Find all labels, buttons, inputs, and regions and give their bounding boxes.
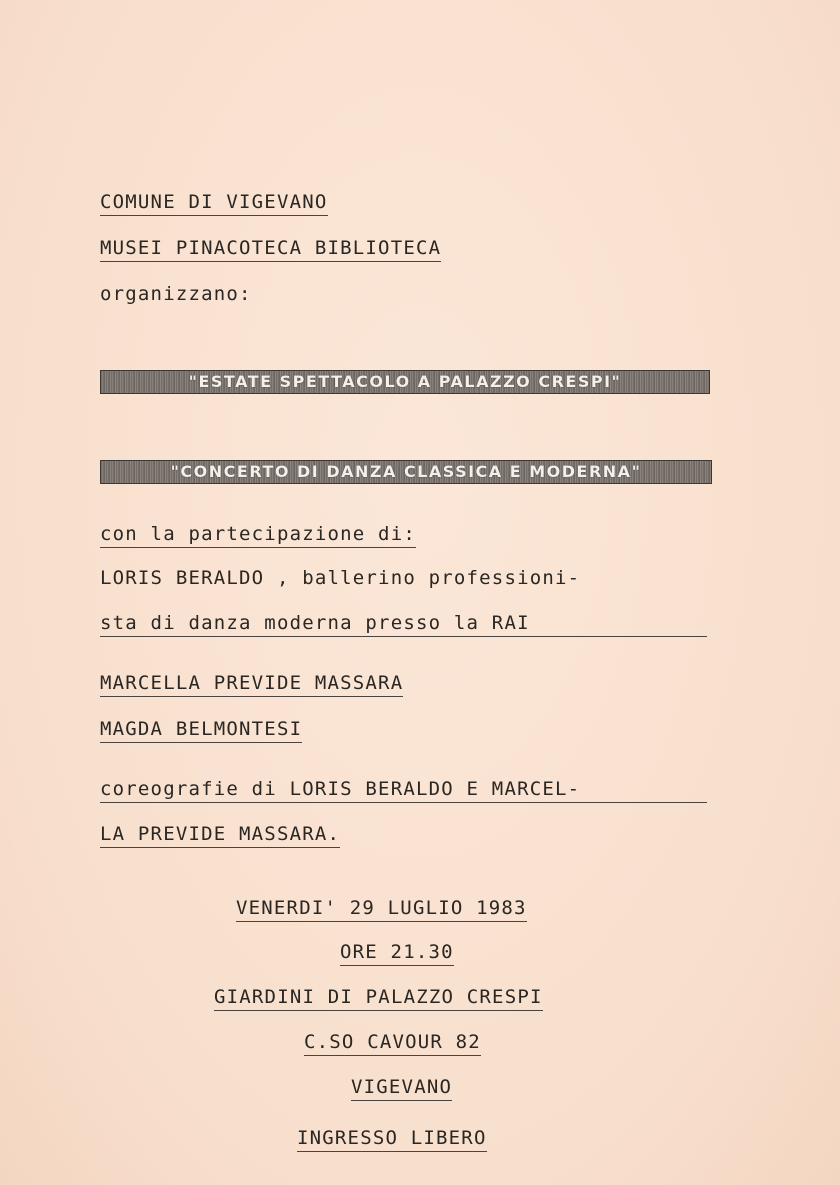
choreography-line2: LA PREVIDE MASSARA. <box>100 822 340 848</box>
organizer-musei: MUSEI PINACOTECA BIBLIOTECA <box>100 236 441 262</box>
participant-loris-line1: LORIS BERALDO , ballerino professioni- <box>100 567 581 589</box>
event-city: VIGEVANO <box>351 1075 452 1101</box>
organizzano-label: organizzano: <box>100 283 252 305</box>
event-time: ORE 21.30 <box>340 940 454 966</box>
participant-loris-line2: sta di danza moderna presso la RAI <box>100 611 707 637</box>
event-date: VENERDI' 29 LUGLIO 1983 <box>236 896 527 922</box>
participant-marcella: MARCELLA PREVIDE MASSARA <box>100 671 403 697</box>
banner-concerto-danza: "CONCERTO DI DANZA CLASSICA E MODERNA" <box>100 460 712 484</box>
banner-estate-spettacolo: "ESTATE SPETTACOLO A PALAZZO CRESPI" <box>100 370 710 394</box>
event-venue: GIARDINI DI PALAZZO CRESPI <box>214 985 543 1011</box>
organizer-comune: COMUNE DI VIGEVANO <box>100 190 328 216</box>
participation-intro: con la partecipazione di: <box>100 522 416 548</box>
choreography-line1: coreografie di LORIS BERALDO E MARCEL- <box>100 777 707 803</box>
event-entry: INGRESSO LIBERO <box>297 1126 487 1152</box>
event-address: C.SO CAVOUR 82 <box>304 1030 481 1056</box>
participant-magda: MAGDA BELMONTESI <box>100 717 302 743</box>
